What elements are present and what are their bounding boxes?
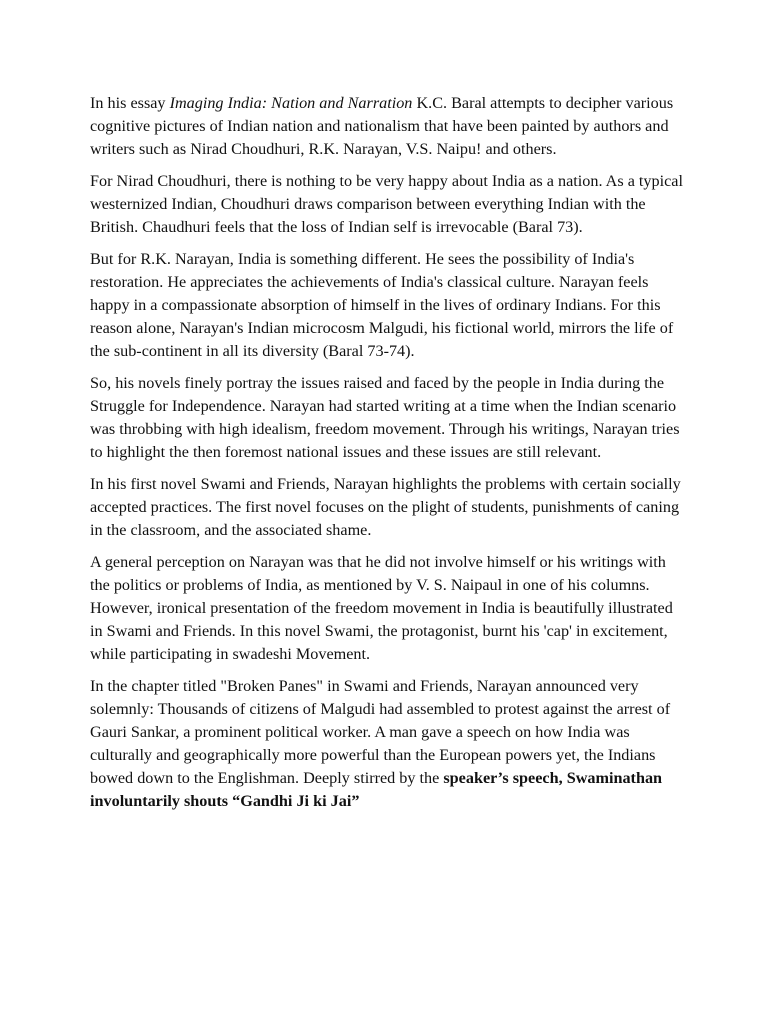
essay-title: Imaging India: Nation and Narration bbox=[169, 94, 413, 112]
paragraph-1-rest: K.C. Baral attempts to decipher various cognitive pictures of Indian nation and nationalism that have been painted by authors and writers such as Nirad Choudhuri, R.K. Narayan, V.S. Naipu! and others. bbox=[90, 94, 674, 158]
paragraph-3: But for R.K. Narayan, India is something different. He sees the possibility of India's restoration. He appreciates the achievements of India's classical culture. Narayan feels happy in a compassionate absorption of himself in the lives of ordinary Indians. For this reason alone, Narayan's Indian microcosm Malgudi, his fictional world, mirrors the life of the sub-continent in all its diversity (Baral 73-74). bbox=[90, 250, 674, 360]
paragraph-7-text: In the chapter titled "Broken Panes" in Swami and Friends, Narayan announced very solemnly: Thousands of citizens of Malgudi had assembled to protest against the arrest of Gauri Sankar, a prominent political worker. A man gave a speech on how India was culturally and geographically more powerful than the European powers yet, the Indians bowed down to the Englishman. Deeply stirred by the bbox=[90, 677, 671, 787]
paragraph-4: So, his novels finely portray the issues raised and faced by the people in India during the Struggle for Independence. Narayan had started writing at a time when the Indian scenario was throbbing with high idealism, freedom movement. Through his writings, Narayan tries to highlight the then foremost national issues and these issues are still relevant. bbox=[90, 374, 680, 461]
paragraph-1 bbox=[90, 92, 688, 161]
paragraph-2: For Nirad Choudhuri, there is nothing to be very happy about India as a nation. As a typical westernized Indian, Choudhuri draws comparison between everything Indian with the British. Chaudhuri feels that the loss of Indian self is irrevocable (Baral 73). bbox=[90, 172, 683, 236]
paragraph-1-lead: In his essay bbox=[90, 94, 170, 112]
paragraph-5: In his first novel Swami and Friends, Narayan highlights the problems with certain socially accepted practices. The first novel focuses on the plight of students, punishments of caning in the classroom, and the associated shame. bbox=[90, 475, 681, 539]
paragraph-7 bbox=[90, 675, 688, 813]
paragraph-6: A general perception on Narayan was that he did not involve himself or his writings with the politics or problems of India, as mentioned by V. S. Naipaul in one of his columns. However, ironical presentation of the freedom movement in India is beautifully illustrated in Swami and Friends. In this novel Swami, the protagonist, burnt his 'cap' in excitement, while participating in swadeshi Movement. bbox=[90, 553, 673, 663]
paragraph-7-bold-text: speaker’s speech, Swaminathan involuntarily shouts “Gandhi Ji ki Jai” bbox=[90, 769, 663, 810]
